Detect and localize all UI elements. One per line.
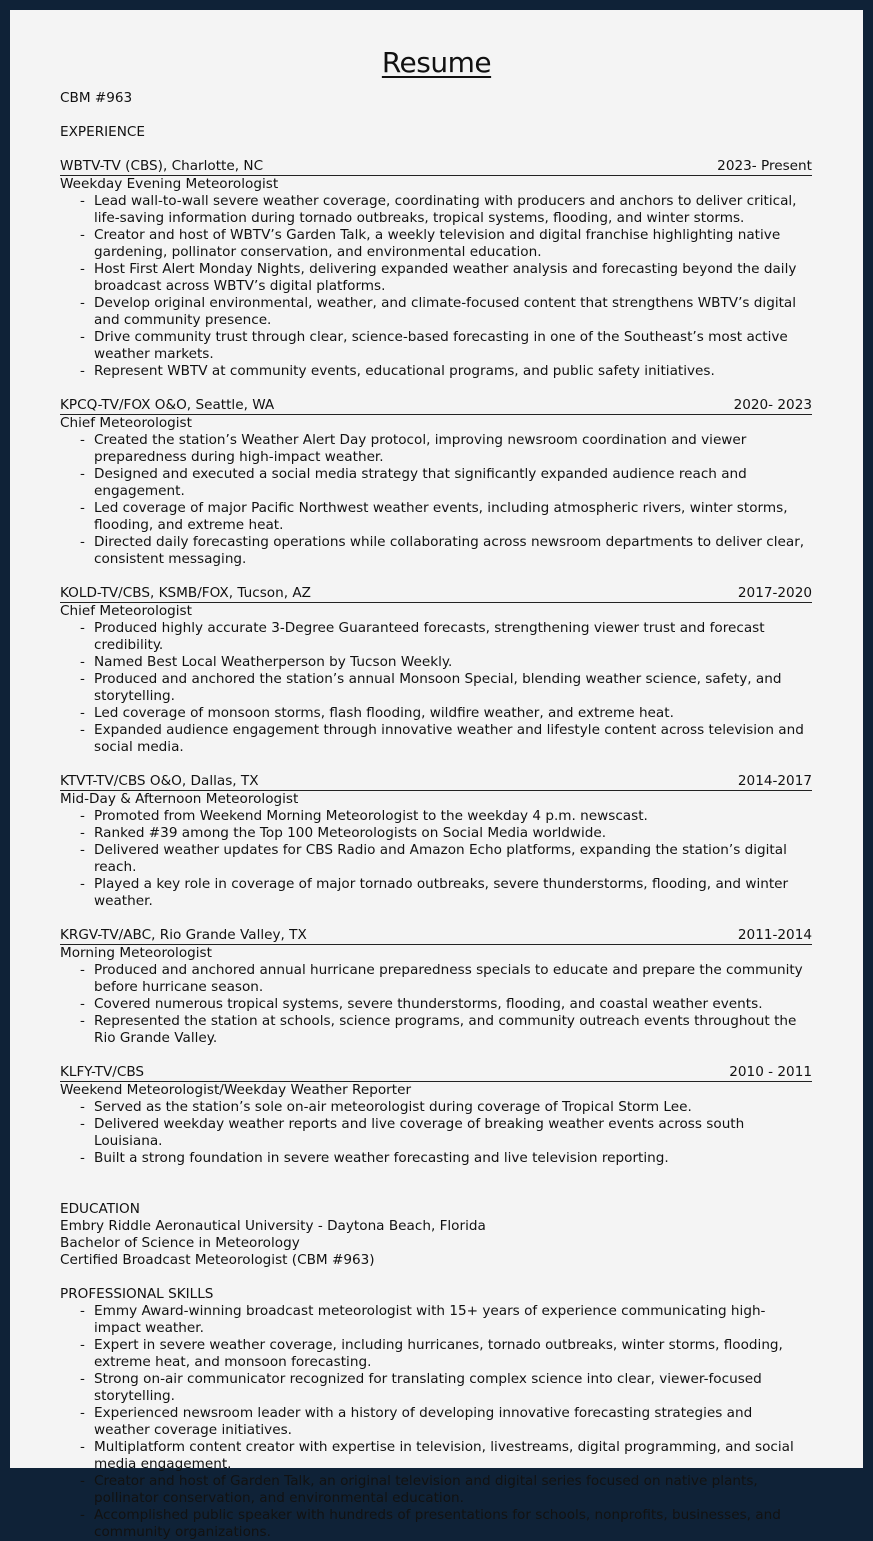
job-role: Chief Meteorologist bbox=[60, 603, 192, 619]
job-entry bbox=[60, 773, 812, 910]
bullet-item: - Covered numerous tropical systems, severe thunderstorms, flooding, and coastal weather events. bbox=[94, 996, 812, 1013]
job-header bbox=[60, 773, 812, 791]
job-role: Weekend Meteorologist/Weekday Weather Reporter bbox=[60, 1082, 412, 1098]
skill-item: - Experienced newsroom leader with a history of developing innovative forecasting strategies and weather coverage initiatives. bbox=[94, 1405, 812, 1439]
education-school: Embry Riddle Aeronautical University - Daytona Beach, Florida bbox=[60, 1218, 486, 1234]
job-employer: KLFY-TV/CBS bbox=[60, 1064, 145, 1080]
skill-item: - Multiplatform content creator with expertise in television, livestreams, digital programming, and social media engagement. bbox=[94, 1439, 812, 1473]
job-role: Morning Meteorologist bbox=[60, 945, 212, 961]
job-dates: 2010 - 2011 bbox=[729, 1064, 812, 1080]
bullet-item: - Lead wall-to-wall severe weather coverage, coordinating with producers and anchors to deliver critical, life-saving information during tornado outbreaks, tropical systems, flooding, and winter storms. bbox=[94, 193, 812, 227]
bullet-item: - Delivered weekday weather reports and live coverage of breaking weather events across south Louisiana. bbox=[94, 1116, 812, 1150]
skill-item: - Strong on-air communicator recognized for translating complex science into clear, viewer-focused storytelling. bbox=[94, 1371, 812, 1405]
job-header bbox=[60, 1064, 812, 1082]
bullet-item: - Served as the station’s sole on-air meteorologist during coverage of Tropical Storm Lee. bbox=[94, 1099, 812, 1116]
bullet-item: - Produced highly accurate 3-Degree Guaranteed forecasts, strengthening viewer trust and forecast credibility. bbox=[94, 620, 812, 654]
bullet-item: - Delivered weather updates for CBS Radio and Amazon Echo platforms, expanding the station’s digital reach. bbox=[94, 842, 812, 876]
page-title: Resume bbox=[381, 46, 492, 79]
job-bullets bbox=[60, 193, 812, 380]
job-employer: KTVT-TV/CBS O&O, Dallas, TX bbox=[60, 773, 259, 789]
experience-list bbox=[60, 158, 812, 1167]
bullet-item: - Designed and executed a social media strategy that significantly expanded audience reach and engagement. bbox=[94, 466, 812, 500]
bullet-item: - Named Best Local Weatherperson by Tucson Weekly. bbox=[94, 654, 812, 671]
job-employer: KPCQ-TV/FOX O&O, Seattle, WA bbox=[60, 397, 275, 413]
education-heading: EDUCATION bbox=[60, 1201, 140, 1217]
job-entry bbox=[60, 1064, 812, 1167]
bullet-item: - Led coverage of major Pacific Northwest weather events, including atmospheric rivers, winter storms, flooding, and extreme heat. bbox=[94, 500, 812, 534]
job-role: Weekday Evening Meteorologist bbox=[60, 176, 279, 192]
job-header bbox=[60, 585, 812, 603]
job-header bbox=[60, 927, 812, 945]
job-dates: 2017-2020 bbox=[737, 585, 812, 601]
resume-body bbox=[60, 90, 812, 1541]
bullet-item: - Develop original environmental, weather, and climate-focused content that strengthens WBTV’s digital and community presence. bbox=[94, 295, 812, 329]
job-dates: 2011-2014 bbox=[737, 927, 812, 943]
job-dates: 2023- Present bbox=[717, 158, 812, 174]
bullet-item: - Produced and anchored annual hurricane preparedness specials to educate and prepare the community before hurricane season. bbox=[94, 962, 812, 996]
job-header bbox=[60, 158, 812, 176]
skill-item: - Creator and host of Garden Talk, an original television and digital series focused on native plants, pollinator conservation, and environmental education. bbox=[94, 1473, 812, 1507]
bullet-item: - Directed daily forecasting operations while collaborating across newsroom departments to deliver clear, consistent messaging. bbox=[94, 534, 812, 568]
job-employer: KOLD-TV/CBS, KSMB/FOX, Tucson, AZ bbox=[60, 585, 311, 601]
job-entry bbox=[60, 158, 812, 380]
bullet-item: - Represent WBTV at community events, educational programs, and public safety initiatives. bbox=[94, 363, 812, 380]
job-entry bbox=[60, 397, 812, 568]
skill-item: - Accomplished public speaker with hundreds of presentations for schools, nonprofits, businesses, and community organizations. bbox=[94, 1507, 812, 1541]
skills-heading: PROFESSIONAL SKILLS bbox=[60, 1286, 214, 1302]
job-role: Chief Meteorologist bbox=[60, 415, 192, 431]
bullet-item: - Played a key role in coverage of major tornado outbreaks, severe thunderstorms, flooding, and winter weather. bbox=[94, 876, 812, 910]
experience-heading: EXPERIENCE bbox=[60, 124, 145, 140]
education-certification: Certified Broadcast Meteorologist (CBM #963) bbox=[60, 1252, 375, 1268]
cbm-number: CBM #963 bbox=[60, 90, 133, 106]
job-entry bbox=[60, 585, 812, 756]
job-entry bbox=[60, 927, 812, 1047]
job-bullets bbox=[60, 962, 812, 1047]
job-employer: KRGV-TV/ABC, Rio Grande Valley, TX bbox=[60, 927, 307, 943]
bullet-item: - Represented the station at schools, science programs, and community outreach events throughout the Rio Grande Valley. bbox=[94, 1013, 812, 1047]
bullet-item: - Built a strong foundation in severe weather forecasting and live television reporting. bbox=[94, 1150, 812, 1167]
document-page bbox=[10, 10, 863, 1540]
bullet-item: - Ranked #39 among the Top 100 Meteorologists on Social Media worldwide. bbox=[94, 825, 812, 842]
job-header bbox=[60, 397, 812, 415]
skill-item: - Emmy Award-winning broadcast meteorologist with 15+ years of experience communicating high-impact weather. bbox=[94, 1303, 812, 1337]
bullet-item: - Expanded audience engagement through innovative weather and lifestyle content across television and social media. bbox=[94, 722, 812, 756]
education-degree: Bachelor of Science in Meteorology bbox=[60, 1235, 300, 1251]
skill-item: - Expert in severe weather coverage, including hurricanes, tornado outbreaks, winter storms, flooding, extreme heat, and monsoon forecasting. bbox=[94, 1337, 812, 1371]
job-bullets bbox=[60, 808, 812, 910]
skills-list bbox=[60, 1303, 812, 1541]
bullet-item: - Led coverage of monsoon storms, flash flooding, wildfire weather, and extreme heat. bbox=[94, 705, 812, 722]
job-role: Mid-Day & Afternoon Meteorologist bbox=[60, 791, 299, 807]
job-bullets bbox=[60, 432, 812, 568]
bullet-item: - Promoted from Weekend Morning Meteorologist to the weekday 4 p.m. newscast. bbox=[94, 808, 812, 825]
job-bullets bbox=[60, 620, 812, 756]
job-dates: 2020- 2023 bbox=[733, 397, 812, 413]
job-employer: WBTV-TV (CBS), Charlotte, NC bbox=[60, 158, 264, 174]
bullet-item: - Drive community trust through clear, science-based forecasting in one of the Southeast’s most active weather markets. bbox=[94, 329, 812, 363]
bullet-item: - Produced and anchored the station’s annual Monsoon Special, blending weather science, safety, and storytelling. bbox=[94, 671, 812, 705]
bullet-item: - Created the station’s Weather Alert Day protocol, improving newsroom coordination and viewer preparedness during high-impact weather. bbox=[94, 432, 812, 466]
job-dates: 2014-2017 bbox=[737, 773, 812, 789]
bullet-item: - Host First Alert Monday Nights, delivering expanded weather analysis and forecasting beyond the daily broadcast across WBTV’s digital platforms. bbox=[94, 261, 812, 295]
job-bullets bbox=[60, 1099, 812, 1167]
bullet-item: - Creator and host of WBTV’s Garden Talk, a weekly television and digital franchise highlighting native gardening, pollinator conservation, and environmental education. bbox=[94, 227, 812, 261]
